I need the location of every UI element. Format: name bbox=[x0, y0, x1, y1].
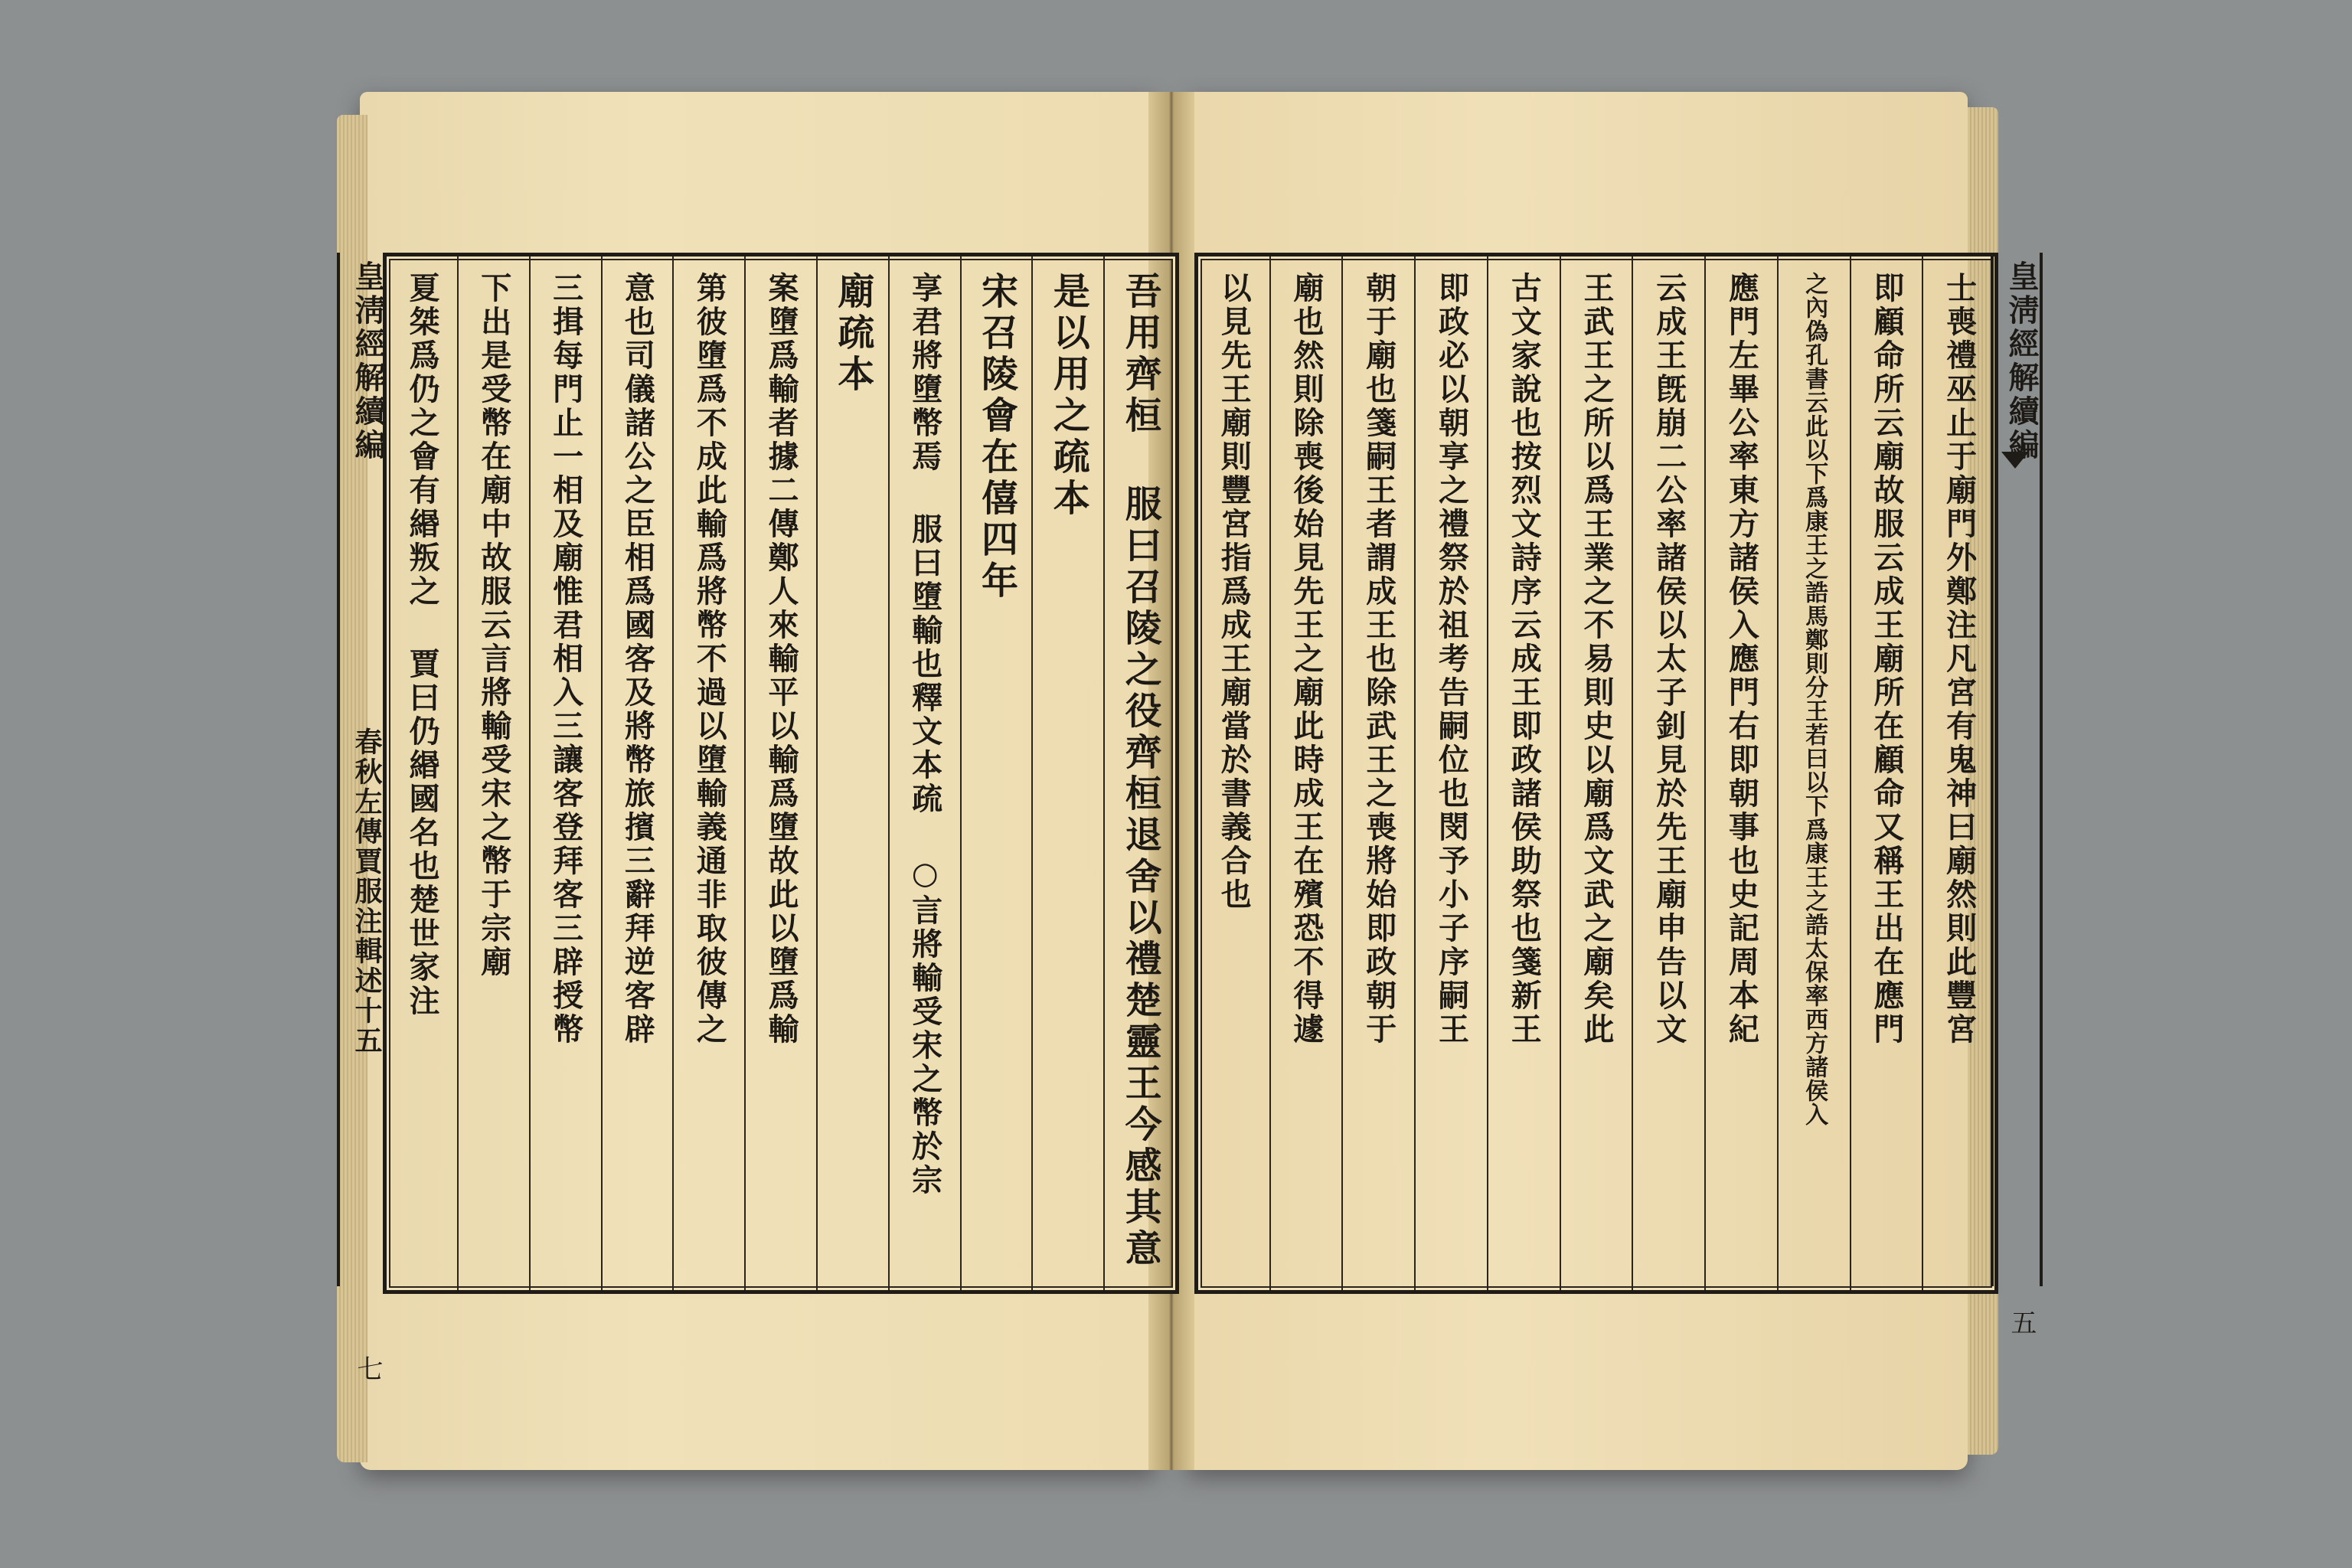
right-column: 即顧命所云廟故服云成王廟所在顧命又稱王出在應門 bbox=[1850, 256, 1922, 1290]
left-column: 意也司儀諸公之臣相爲國客及將幣旅擯三辭拜逆客辟 bbox=[601, 256, 673, 1290]
right-column: 以見先王廟則豐宮指爲成王廟當於書義合也 bbox=[1216, 272, 1253, 912]
right-margin-page: 五 bbox=[2006, 1309, 2037, 1335]
right-margin-title: 皇淸經解續編 bbox=[2004, 260, 2040, 462]
right-column: 即政必以朝享之禮祭於祖考告嗣位也閔予小子序嗣王 bbox=[1414, 256, 1487, 1290]
right-margin-strip bbox=[1991, 253, 2043, 1335]
left-column: 第彼墮爲不成此輸爲將幣不過以墮輸義通非取彼傳之 bbox=[672, 256, 744, 1290]
left-margin-volume: 春秋左傳賈服注輯述十五 bbox=[351, 727, 383, 1056]
right-column: 廟也然則除喪後始見先王之廟此時成王在殯恐不得遽 bbox=[1269, 256, 1342, 1290]
right-column: 云成王旣崩二公率諸侯以太子釗見於先王廟申告以文 bbox=[1632, 256, 1704, 1290]
left-margin-page: 七 bbox=[352, 1355, 383, 1381]
left-column: 是以用之疏本 bbox=[1031, 256, 1103, 1290]
left-margin-strip bbox=[337, 253, 389, 1381]
left-column: 三揖每門止一相及廟惟君相入三讓客登拜客三辟授幣 bbox=[529, 256, 601, 1290]
right-column: 應門左畢公率東方諸侯入應門右即朝事也史記周本紀 bbox=[1704, 256, 1777, 1290]
left-column: 吾用齊桓 服曰召陵之役齊桓退舍以禮楚靈王今感其意 bbox=[1103, 256, 1175, 1290]
fish-tail-mark bbox=[2001, 452, 2029, 469]
left-column: 夏桀爲仍之會有緡叛之 賈曰仍緡國名也楚世家注 bbox=[403, 272, 440, 1018]
left-column: 廟疏本 bbox=[816, 256, 888, 1290]
right-column: 朝于廟也箋嗣王者謂成王也除武王之喪將始即政朝于 bbox=[1341, 256, 1414, 1290]
right-column: 之內偽孔書云此以下爲康王之誥馬鄭則分王若曰以下爲康王之誥太保率西方諸侯入 bbox=[1777, 256, 1850, 1290]
left-margin-title: 皇淸經解續編 bbox=[350, 260, 386, 462]
right-text-frame bbox=[1194, 253, 1998, 1294]
left-text-frame bbox=[383, 253, 1179, 1294]
right-column: 古文家說也按烈文詩序云成王即政諸侯助祭也箋新王 bbox=[1487, 256, 1560, 1290]
left-column: 下出是受幣在廟中故服云言將輸受宋之幣于宗廟 bbox=[457, 256, 529, 1290]
left-column: 案墮爲輸者據二傳鄭人來輸平以輸爲墮故此以墮爲輸 bbox=[744, 256, 816, 1290]
left-column: 宋召陵會在僖四年 bbox=[960, 256, 1032, 1290]
left-column: 享君將墮幣焉 服曰墮輸也釋文本疏 ○言將輸受宋之幣於宗 bbox=[888, 256, 960, 1290]
right-column: 王武王之所以爲王業之不易則史以廟爲文武之廟矣此 bbox=[1560, 256, 1632, 1290]
right-column: 士喪禮巫止于廟門外鄭注凡宮有鬼神曰廟然則此豐宮 bbox=[1922, 256, 1994, 1290]
